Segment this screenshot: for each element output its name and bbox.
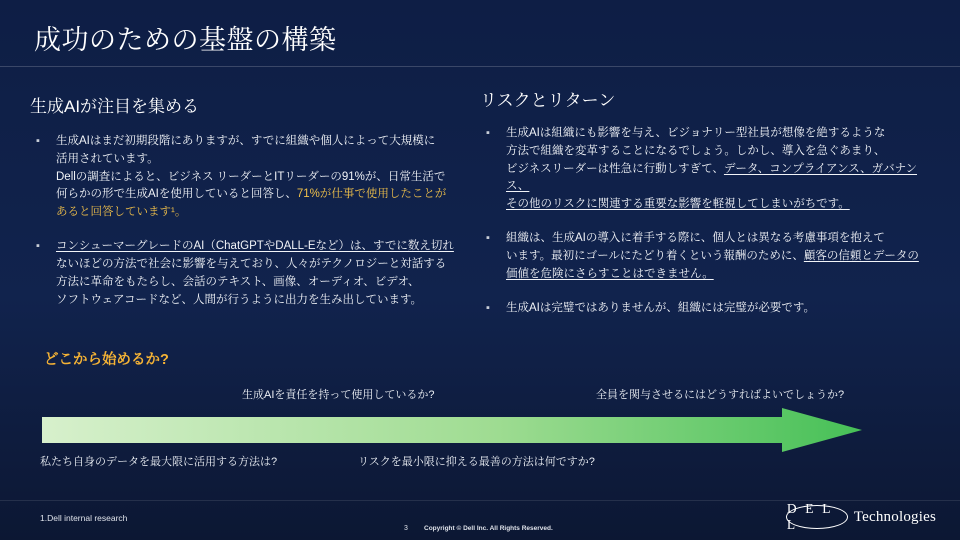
bullet-marker-icon: ▪	[486, 301, 490, 314]
bullet-line-highlight: あると回答しています¹。	[56, 206, 187, 219]
slide-number: 3	[404, 525, 408, 532]
dell-ring-icon	[786, 501, 848, 532]
progress-arrow	[42, 408, 862, 452]
bullet-marker-icon: ▪	[36, 135, 40, 147]
bullet-line: ないほどの方法で社会に影響を与えており、人々がテクノロジーと対話する	[56, 257, 447, 270]
page-title: 成功のための基盤の構築	[34, 25, 337, 55]
bullet-line: 活用されています。	[56, 152, 159, 165]
left-bullet-list	[30, 133, 460, 309]
bullet-line: ソフトウェアコードなど、人間が行うように出力を生み出しています。	[56, 293, 423, 306]
question-top-right: 全員を関与させるにはどうすればよいでしょうか?	[596, 389, 845, 401]
title-divider	[0, 66, 960, 67]
bullet-line-underlined: 顧客の信頼とデータの	[803, 249, 919, 262]
copyright-text: Copyright © Dell Inc. All Rights Reserved.	[424, 525, 553, 532]
where-to-start-heading: どこから始めるか?	[44, 352, 169, 368]
dell-technologies-logo	[786, 501, 936, 532]
technologies-wordmark: Technologies	[853, 508, 936, 525]
bullet-line: 組織は、生成AIの導入に着手する際に、個人とは異なる考慮事項を抱えて	[506, 232, 885, 245]
right-bullet-list	[480, 125, 940, 317]
bullet-line-underlined: コンシューマーグレードのAI（ChatGPTやDALL-Eなど）は、すでに数え切れ	[56, 240, 454, 253]
bullet-line-underlined: データ、コンプライアンス、ガバナンス、	[506, 162, 918, 193]
bullet-line: 何らかの形で生成AIを使用していると回答し、	[56, 188, 297, 201]
left-column	[30, 92, 460, 325]
right-column	[480, 86, 940, 333]
list-item	[480, 230, 940, 283]
bullet-marker-icon: ▪	[36, 240, 40, 253]
bullet-line: 方法に革命をもたらし、会話のテキスト、画像、オーディオ、ビデオ、	[56, 275, 420, 288]
bullet-line: ビジネスリーダーは性急に行動しすぎて、	[506, 162, 724, 175]
bullet-line: 生成AIは組織にも影響を与え、ビジョナリー型社員が想像を絶するような	[506, 127, 886, 139]
question-top-left: 生成AIを責任を持って使用しているか?	[242, 389, 435, 401]
list-item	[480, 125, 940, 214]
dell-wordmark: D E L L	[786, 501, 840, 532]
right-section-heading: リスクとリターン	[480, 91, 616, 110]
bullet-line: 生成AIは完璧ではありませんが、組織には完璧が必要です。	[506, 301, 815, 314]
bullet-marker-icon: ▪	[486, 232, 490, 245]
bullet-marker-icon: ▪	[486, 127, 490, 139]
bullet-line: います。最初にゴールにたどり着くという報酬のために、	[506, 249, 804, 262]
list-item	[30, 133, 460, 222]
bullet-line-underlined: その他のリスクに関連する重要な影響を軽視してしまいがちです。	[506, 198, 850, 211]
arrow-shape-icon	[42, 408, 862, 452]
bullet-line: 方法で組織を変革することになるでしょう。しかし、導入を急ぐあまり、	[506, 144, 886, 157]
list-item	[480, 300, 940, 318]
bullet-line-underlined: 価値を危険にさらすことはできません。	[506, 267, 714, 280]
question-bottom-right: リスクを最小限に抑える最善の方法は何ですか?	[358, 456, 595, 468]
left-section-heading: 生成AIが注目を集める	[30, 97, 200, 116]
footnote: 1.Dell internal research	[40, 513, 128, 523]
question-bottom-left: 私たち自身のデータを最大限に活用する方法は?	[40, 456, 278, 468]
bullet-line-highlight: 71%が仕事で使用したことが	[296, 188, 447, 201]
bullet-line: 生成AIはまだ初期段階にありますが、すでに組織や個人によって大規模に	[56, 135, 436, 147]
list-item	[30, 238, 460, 309]
bullet-line: Dellの調査によると、ビジネス リーダーとITリーダーの91%が、日常生活で	[56, 170, 446, 183]
